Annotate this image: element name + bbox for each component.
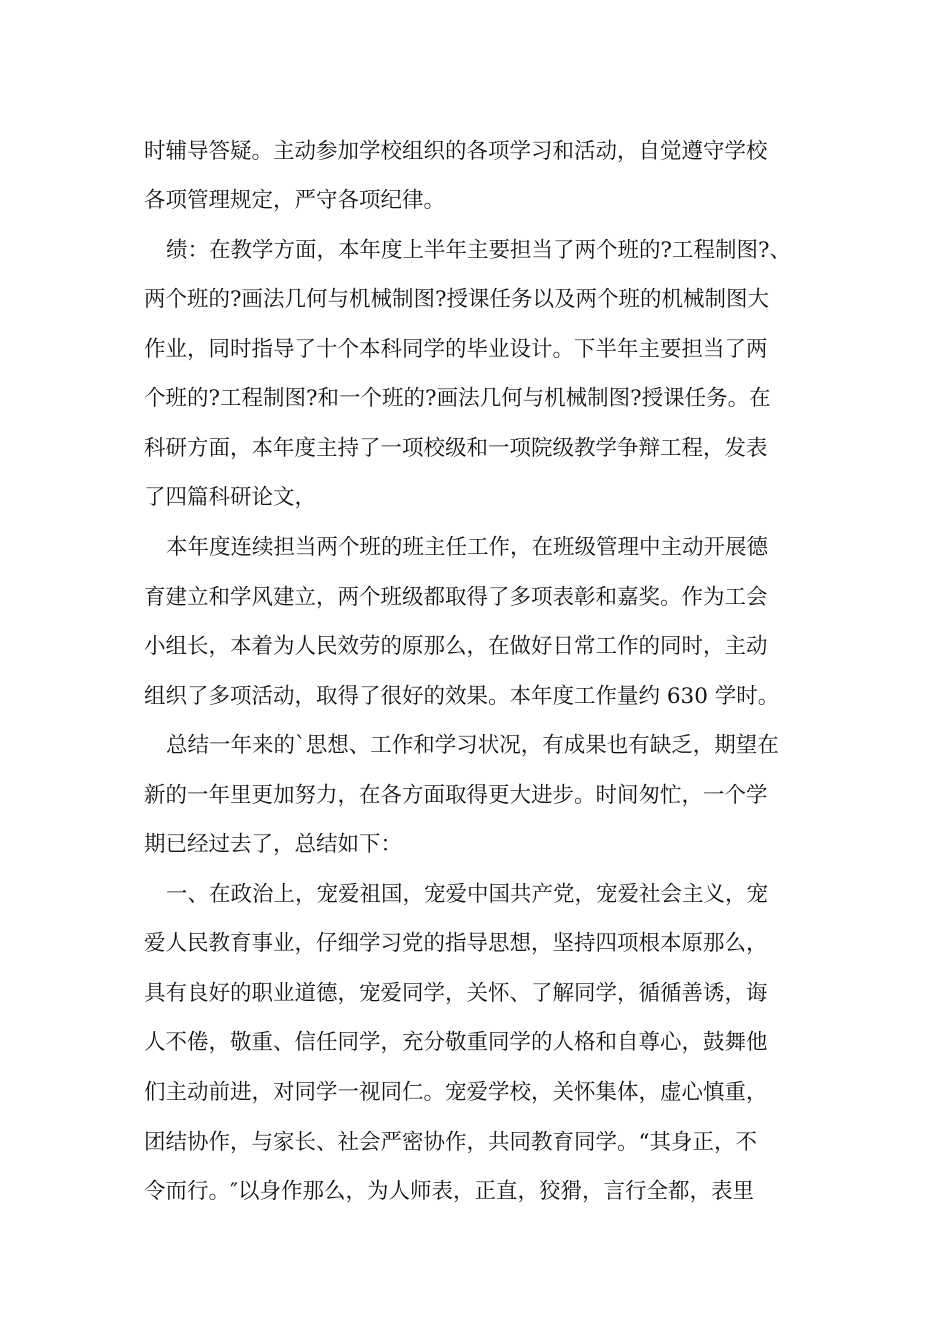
text-line: 团结协作，与家长、社会严密协作，共同教育同学。“其身正，不 xyxy=(144,1130,757,1155)
text-line: 小组长，本着为人民效劳的原那么，在做好日常工作的同时，主动 xyxy=(144,634,768,659)
text-line: 科研方面，本年度主持了一项校级和一项院级教学争辩工程，发表 xyxy=(144,436,768,461)
text-line: 具有良好的职业道德，宠爱同学，关怀、了解同学，循循善诱，诲 xyxy=(144,981,768,1006)
text-line: 令而行。″以身作那么，为人师表，正直，狡猾，言行全都，表里 xyxy=(144,1179,755,1204)
text-line: 两个班的?画法几何与机械制图?授课任务以及两个班的机械制图大 xyxy=(144,287,770,312)
text-line: 绩：在教学方面，本年度上半年主要担当了两个班的?工程制图?、 xyxy=(166,238,792,263)
text-line: 本年度连续担当两个班的班主任工作，在班级管理中主动开展德 xyxy=(166,535,769,560)
text-line: 个班的?工程制图?和一个班的?画法几何与机械制图?授课任务。在 xyxy=(144,386,771,411)
text-line: 爱人民教育事业，仔细学习党的指导思想，坚持四项根本原那么， xyxy=(144,931,768,956)
text-line: 时辅导答疑。主动参加学校组织的各项学习和活动，自觉遵守学校 xyxy=(144,139,768,164)
text-line: 一、在政治上，宠爱祖国，宠爱中国共产党，宠爱社会主义，宠 xyxy=(166,882,769,907)
text-line: 总结一年来的`思想、工作和学习状况，有成果也有缺乏，期望在 xyxy=(166,733,779,758)
text-line: 人不倦，敬重、信任同学，充分敬重同学的人格和自尊心，鼓舞他 xyxy=(144,1030,768,1055)
text-line: 们主动前进，对同学一视同仁。宠爱学校，关怀集体，虚心慎重， xyxy=(144,1080,768,1105)
text-line: 新的一年里更加努力，在各方面取得更大进步。时间匆忙，一个学 xyxy=(144,783,768,808)
text-line: 组织了多项活动，取得了很好的效果。本年度工作量约 630 学时。 xyxy=(144,684,780,709)
text-line: 作业，同时指导了十个本科同学的毕业设计。下半年主要担当了两 xyxy=(144,337,768,362)
text-line: 育建立和学风建立，两个班级都取得了多项表彰和嘉奖。作为工会 xyxy=(144,585,768,610)
text-line: 各项管理规定，严守各项纪律。 xyxy=(144,188,446,213)
text-line: 了四篇科研论文， xyxy=(144,485,317,510)
text-line: 期已经过去了，总结如下： xyxy=(144,832,403,857)
